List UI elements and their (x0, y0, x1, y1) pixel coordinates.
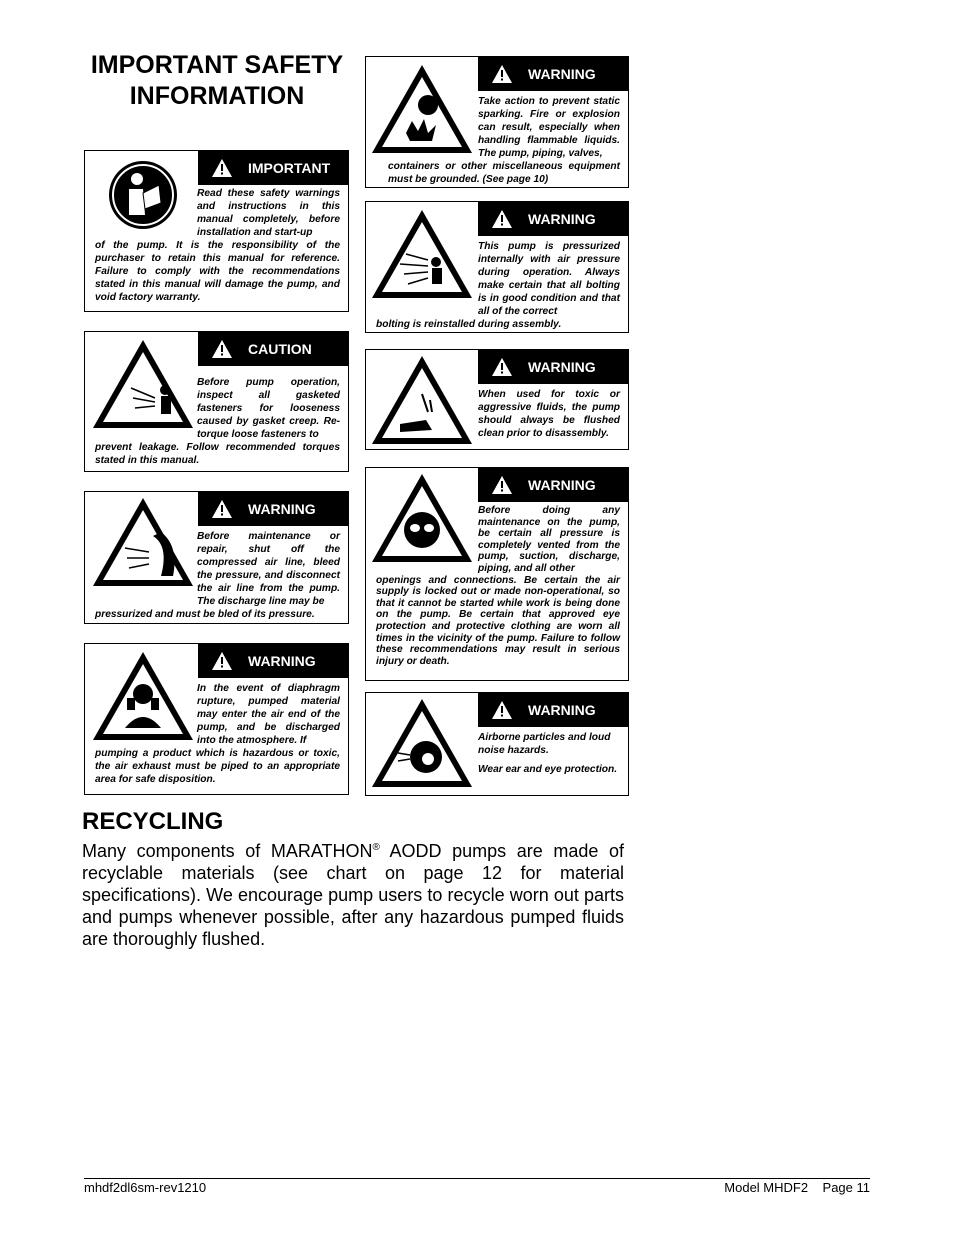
page-title: IMPORTANT SAFETY INFORMATION (90, 51, 344, 110)
warning-toxic-header: WARNING (478, 350, 628, 384)
recycling-heading: RECYCLING (82, 808, 224, 835)
warning-pressurized-notice (365, 201, 629, 333)
warning-static-header: WARNING (478, 57, 628, 91)
warning-diaphragm-header: WARNING (198, 644, 348, 678)
important-notice (84, 150, 349, 312)
footer-page: Model MHDF2 Page 11 (724, 1180, 870, 1195)
important-text: Read these safety warnings and instructions in this manual completely, before installation and start-up of the pump. It is the responsibility of the purchaser to retain this manual for reference. Failure to comply with the recommendations stated in this manual will damage the pump, and void factory warranty. (95, 188, 340, 303)
warning-toxic-text: When used for toxic or aggressive fluids, the pump should always be flushed clean prior to disassembly. (478, 389, 620, 439)
alert-triangle-icon (492, 476, 512, 494)
alert-triangle-icon (212, 652, 232, 670)
footer-rule (84, 1178, 870, 1179)
caution-header: CAUTION (198, 332, 348, 366)
caution-notice (84, 331, 349, 472)
warning-air-notice (84, 491, 349, 624)
warning-noise-notice (365, 692, 629, 796)
important-header: IMPORTANT (198, 151, 348, 185)
warning-diaphragm-text: In the event of diaphragm rupture, pumped material may enter the air end of the pump, and be discharged into the atmosphere. If pumping a product which is hazardous or toxic, the air exhaust must be piped to an appropriate area for safe disposition. (95, 683, 340, 785)
warning-diaphragm-notice (84, 643, 349, 795)
alert-triangle-icon (492, 358, 512, 376)
alert-triangle-icon (492, 210, 512, 228)
warning-vented-notice (365, 467, 629, 681)
footer-doc-id: mhdf2dl6sm-rev1210 (84, 1180, 207, 1195)
ear-eye-protection-icon (370, 697, 474, 789)
warning-air-header: WARNING (198, 492, 348, 526)
warning-pressurized-header: WARNING (478, 202, 628, 236)
toxic-hand-icon (370, 354, 474, 446)
alert-triangle-icon (492, 65, 512, 83)
warning-toxic-notice (365, 349, 629, 450)
alert-triangle-icon (212, 500, 232, 518)
warning-static-text: Take action to prevent static sparking. Fire or explosion can result, especially when handling flammable liquids. The pump, piping, valves, containers or other miscellaneous equipment must be grounded. (See page 10) (388, 96, 620, 185)
alert-triangle-icon (492, 701, 512, 719)
alert-triangle-icon (212, 159, 232, 177)
alert-triangle-icon (212, 340, 232, 358)
warning-pressurized-text: This pump is pressurized internally with air pressure during operation. Always make certain that all bolting is in good condition and that all of the correct bolting is reinstalled during assembly. (376, 241, 620, 330)
warning-noise-text: Airborne particles and loud noise hazards. Wear ear and eye protection. (478, 732, 618, 775)
warning-air-text: Before maintenance or repair, shut off the compressed air line, bleed the pressure, and disconnect the air line from the pump. The discharge line may be pressurized and must be bled of its pressure. (95, 531, 340, 620)
warning-static-notice (365, 56, 629, 188)
recycling-text: Many components of MARATHON® AODD pumps are made of recyclable materials (see chart on page 12 for material specifications). We encourage pump users to recycle worn out parts and pumps whenever possible, after any hazardous pumped fluids are thoroughly flushed. (82, 841, 624, 949)
warning-noise-header: WARNING (478, 693, 628, 727)
caution-text: Before pump operation, inspect all gasketed fasteners for looseness caused by gasket creep. Re-torque loose fasteners to prevent leakage. Follow recommended torques stated in this manual. (95, 377, 340, 466)
warning-vented-header: WARNING (478, 468, 628, 502)
warning-vented-text: Before doing any maintenance on the pump, be certain all pressure is completely vented from the pump, suction, discharge, piping, and all other openings and connections. Be certain the air supply is locked out or made non-operational, so that it cannot be started while work is being done on the pump. Be certain that approved eye protection and protective clothing are worn all times in the vicinity of the pump. Failure to follow these recommendations may result in serious injury or death. (376, 505, 620, 667)
